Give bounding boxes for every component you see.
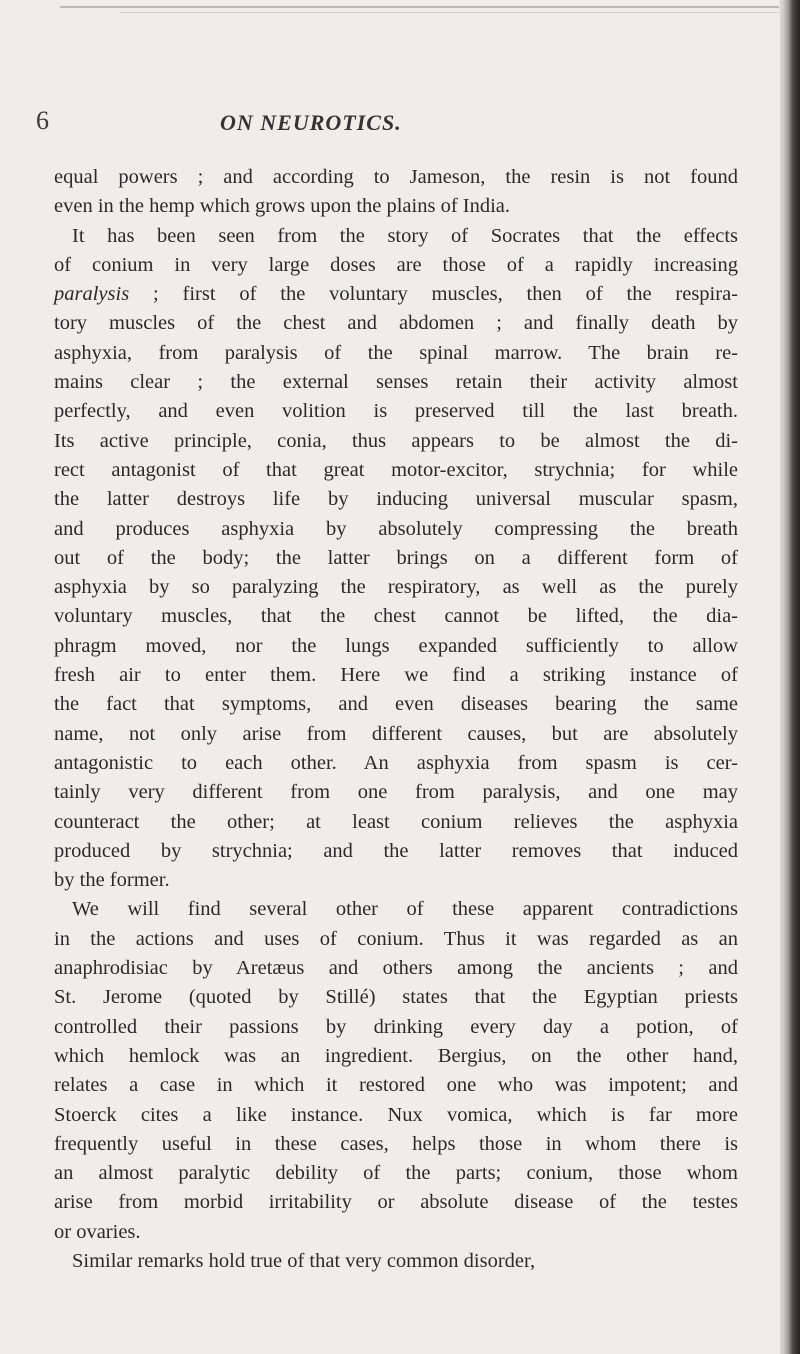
text-line-rest: ; first of the voluntary muscles, then of the respira- xyxy=(129,283,738,306)
text-line: in the actions and uses of conium. Thus it was regarded as an xyxy=(54,927,738,950)
text-line: frequently useful in these cases, helps those in whom there is xyxy=(54,1132,738,1155)
text-line: the fact that symptoms, and even diseases bearing the same xyxy=(54,693,738,716)
text-line: rect antagonist of that great motor-excitor, strychnia; for while xyxy=(54,458,738,481)
text-line: relates a case in which it restored one who was impotent; and xyxy=(54,1074,738,1097)
text-line: We will find several other of these apparent contradictions xyxy=(72,898,738,921)
text-line: produced by strychnia; and the latter removes that induced xyxy=(54,839,738,862)
text-line: equal powers ; and according to Jameson, the resin is not found xyxy=(54,166,738,188)
text-line: an almost paralytic debility of the parts; conium, those whom xyxy=(54,1162,738,1185)
page-number: 6 xyxy=(36,106,49,135)
text-line: or ovaries. xyxy=(54,1220,141,1243)
text-line: anaphrodisiac by Aretæus and others among the ancients ; and xyxy=(54,957,738,980)
page-header xyxy=(36,106,756,146)
page-top-rule xyxy=(60,6,800,8)
text-line: controlled their passions by drinking every day a potion, of xyxy=(54,1015,738,1038)
text-line: of conium in very large doses are those of a rapidly increasing xyxy=(54,253,738,276)
text-line: which hemlock was an ingredient. Bergius, on the other hand, xyxy=(54,1044,738,1067)
italic-word: paralysis xyxy=(54,283,130,306)
body-text xyxy=(54,163,738,1276)
text-line: out of the body; the latter brings on a different form of xyxy=(54,546,738,569)
text-line: voluntary muscles, that the chest cannot be lifted, the dia- xyxy=(54,605,738,628)
text-line: the latter destroys life by inducing universal muscular spasm, xyxy=(54,488,738,511)
text-line: by the former. xyxy=(54,869,170,892)
text-line: It has been seen from the story of Socrates that the effects xyxy=(72,224,738,247)
text-line: Stoerck cites a like instance. Nux vomica, which is far more xyxy=(54,1103,738,1126)
text-line: tory muscles of the chest and abdomen ; and finally death by xyxy=(54,312,738,335)
text-line-italic-lead xyxy=(54,280,738,309)
text-line: St. Jerome (quoted by Stillé) states that the Egyptian priests xyxy=(54,986,738,1009)
text-line: name, not only arise from different causes, but are absolutely xyxy=(54,722,738,745)
running-head: ON NEUROTICS. xyxy=(220,110,402,135)
text-line: Similar remarks hold true of that very common disorder, xyxy=(72,1249,536,1272)
text-line: antagonistic to each other. An asphyxia from spasm is cer- xyxy=(54,751,738,774)
text-line: phragm moved, nor the lungs expanded sufficiently to allow xyxy=(54,634,738,657)
text-line: counteract the other; at least conium relieves the asphyxia xyxy=(54,810,738,833)
book-binding-shadow xyxy=(782,0,800,1354)
text-line: asphyxia by so paralyzing the respiratory, as well as the purely xyxy=(54,576,738,599)
text-line: tainly very different from one from paralysis, and one may xyxy=(54,781,738,804)
text-line: mains clear ; the external senses retain their activity almost xyxy=(54,371,738,394)
text-line: even in the hemp which grows upon the plains of India. xyxy=(54,195,511,218)
text-line: asphyxia, from paralysis of the spinal marrow. The brain re- xyxy=(54,341,738,364)
text-line: arise from morbid irritability or absolute disease of the testes xyxy=(54,1191,738,1214)
text-line: Its active principle, conia, thus appears to be almost the di- xyxy=(54,429,738,452)
text-line: fresh air to enter them. Here we find a striking instance of xyxy=(54,664,738,687)
text-line: perfectly, and even volition is preserved till the last breath. xyxy=(54,400,738,423)
text-line: and produces asphyxia by absolutely compressing the breath xyxy=(54,517,738,540)
page-top-rule-secondary xyxy=(120,12,800,13)
